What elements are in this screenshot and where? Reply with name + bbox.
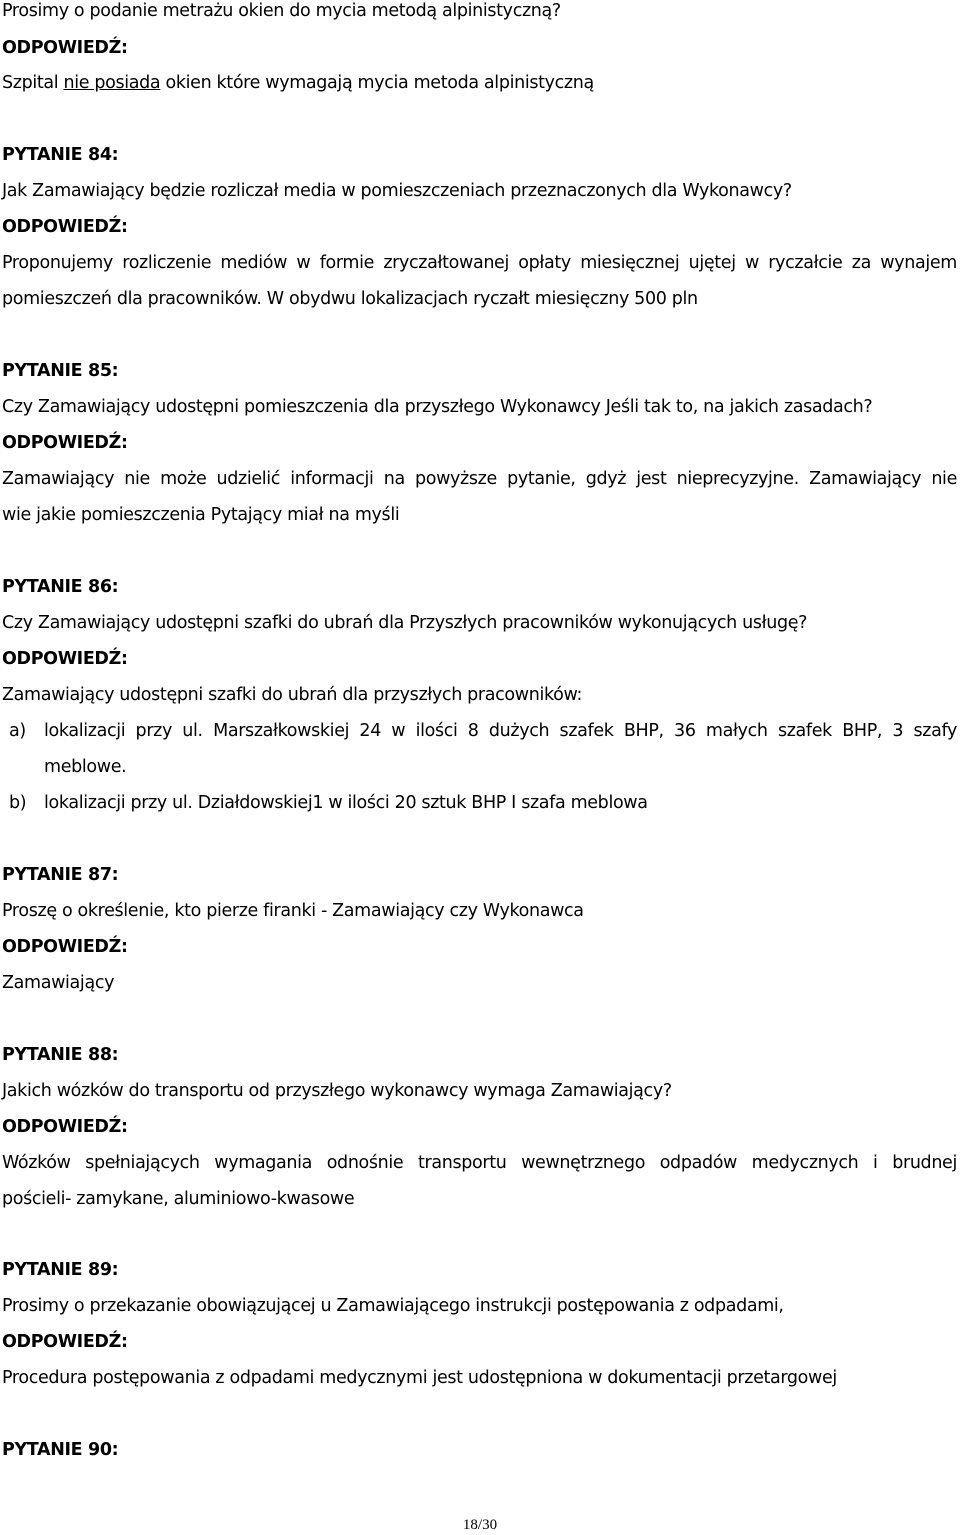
question-label-86: PYTANIE 86: <box>2 577 119 597</box>
page-number: 18/30 <box>462 1517 498 1533</box>
question-text-84: Jak Zamawiający będzie rozliczał media w pomieszczeniach przeznaczonych dla Wykonawcy? <box>2 181 792 201</box>
question-label-90: PYTANIE 90: <box>2 1440 119 1460</box>
answer-label-84: ODPOWIEDŹ: <box>2 217 128 237</box>
answer-label-89: ODPOWIEDŹ: <box>2 1332 128 1352</box>
list-item-a-line1: lokalizacji przy ul. Marszałkowskiej 24 w ilości 8 dużych szafek BHP, 36 małych szafek BHP, 3 szafy <box>44 721 957 741</box>
answer-text-88-line1: Wózków spełniających wymagania odnośnie transportu wewnętrznego odpadów medycznych i brudnej <box>2 1153 957 1173</box>
answer-text-84-line2: pomieszczeń dla pracowników. W obydwu lokalizacjach ryczałt miesięczny 500 pln <box>2 289 698 309</box>
answer-text-89: Procedura postępowania z odpadami medycznymi jest udostępniona w dokumentacji przetargowej <box>2 1368 837 1388</box>
answer-label-87: ODPOWIEDŹ: <box>2 937 128 957</box>
question-label-87: PYTANIE 87: <box>2 865 119 885</box>
question-label-88: PYTANIE 88: <box>2 1045 119 1065</box>
answer-text-84-line1: Proponujemy rozliczenie mediów w formie zryczałtowanej opłaty miesięcznej ujętej w ryczałcie za wynajem <box>2 253 957 273</box>
question-text-87: Proszę o określenie, kto pierze firanki - Zamawiający czy Wykonawca <box>2 901 584 921</box>
question-label-89: PYTANIE 89: <box>2 1260 119 1280</box>
answer-label-86: ODPOWIEDŹ: <box>2 649 128 669</box>
answer-intro-86: Zamawiający udostępni szafki do ubrań dla przyszłych pracowników: <box>2 685 583 705</box>
answer-text: Szpital nie posiada okien które wymagają mycia metoda alpinistyczną <box>2 73 594 93</box>
answer-label-85: ODPOWIEDŹ: <box>2 433 128 453</box>
question-label-84: PYTANIE 84: <box>2 145 119 165</box>
question-text-89: Prosimy o przekazanie obowiązującej u Zamawiającego instrukcji postępowania z odpadami, <box>2 1296 784 1316</box>
question-text-86: Czy Zamawiający udostępni szafki do ubrań dla Przyszłych pracowników wykonujących usługę? <box>2 613 808 633</box>
question-label-85: PYTANIE 85: <box>2 361 119 381</box>
question-text: Prosimy o podanie metrażu okien do mycia metodą alpinistyczną? <box>2 1 561 21</box>
answer-text-85-line2: wie jakie pomieszczenia Pytający miał na myśli <box>2 505 400 525</box>
answer-text-87: Zamawiający <box>2 973 115 993</box>
answer-text-88-line2: pościeli- zamykane, aluminiowo-kwasowe <box>2 1189 355 1209</box>
list-item-marker: b) <box>9 793 27 813</box>
answer-label-88: ODPOWIEDŹ: <box>2 1117 128 1137</box>
question-text-88: Jakich wózków do transportu od przyszłego wykonawcy wymaga Zamawiający? <box>2 1081 672 1101</box>
list-item-a-line2: meblowe. <box>44 757 127 777</box>
list-item-marker: a) <box>9 721 26 741</box>
answer-label: ODPOWIEDŹ: <box>2 38 128 58</box>
list-item-b-line1: lokalizacji przy ul. Działdowskiej1 w ilości 20 sztuk BHP I szafa meblowa <box>44 793 648 813</box>
underlined-phrase: nie posiada <box>63 73 161 93</box>
answer-text-85-line1: Zamawiający nie może udzielić informacji na powyższe pytanie, gdyż jest nieprecyzyjne. Zamawiający nie <box>2 469 957 489</box>
question-text-85: Czy Zamawiający udostępni pomieszczenia dla przyszłego Wykonawcy Jeśli tak to, na jakich zasadach? <box>2 397 873 417</box>
